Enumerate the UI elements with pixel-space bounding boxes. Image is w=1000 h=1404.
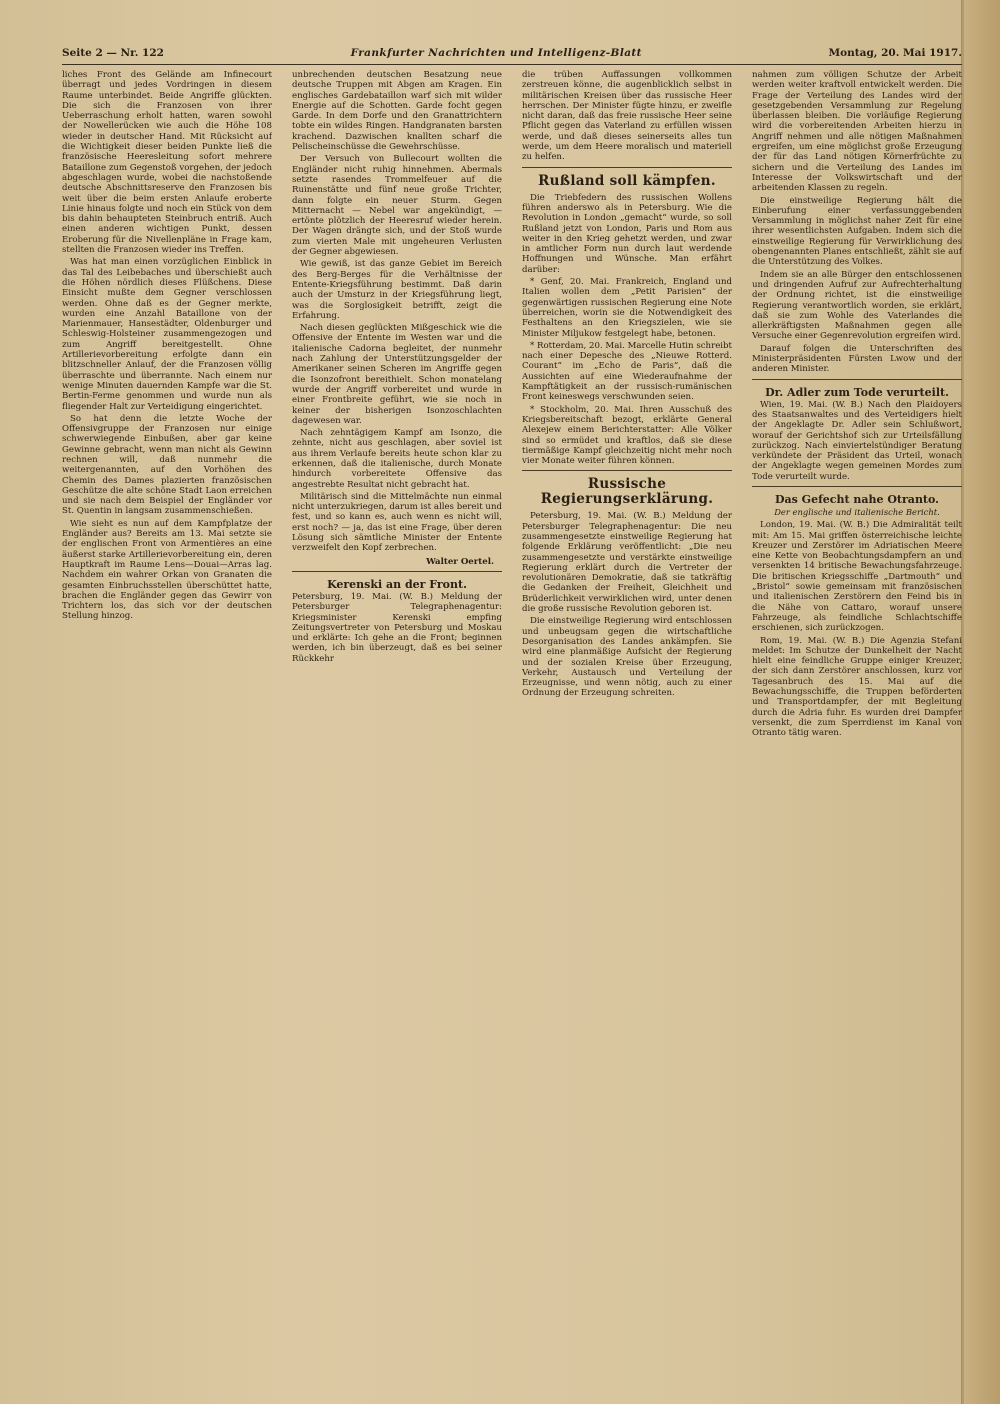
article-paragraph: Die einstweilige Regierung hält die Einberufung einer verfassunggebenden Versammlung in möglichst naher Zeit für eine ihrer wesentlichsten Aufgaben. Indem sich die einstweilige Regierung für Verwirklichung des obengenannten Planes entschließt, zählt sie auf die Unterstützung des Volkes. (752, 195, 962, 268)
page-fold (962, 0, 964, 1404)
article-paragraph: Was hat man einen vorzüglichen Einblick in das Tal des Leibebaches und überschießt auch die Höhen nördlich dieses Flüßchens. Diese Einsicht mußte dem Gegner verschlossen werden. Ohne daß es der Gegner merkte, wurden eine Anzahl Bataillone von der Marienmauer, Hansestädter, Oldenburger und Schleswig-Holsteiner zusammengezogen und zum Angriff bereitgestellt. Ohne Artillerievorbereitung erfolgte dann ein blitzschneller Anlauf, der die Franzosen völlig überraschte und überrannte. Nach einem nur wenige Minuten dauernden Kampfe war die St. Bertin-Ferme genommen und wurde nun als fliegender Halt zur Verteidigung eingerichtet. (62, 257, 272, 412)
article-paragraph: Nach zehntägigem Kampf am Isonzo, die zehnte, nicht aus geschlagen, aber soviel ist aus ihrem Verlaufe bereits heute schon klar zu erkennen, daß die italienische, durch Monate hindurch vorbereitete Offensive das angestrebte Resultat nicht gebracht hat. (292, 428, 502, 490)
article-paragraph: Wie sieht es nun auf dem Kampfplatze der Engländer aus? Bereits am 13. Mai setzte sie der englischen Front von Armentières an eine äußerst starke Artillerievorbereitung ein, deren Hauptkraft im Raume Lens—Douai—Arras lag. Nachdem ein wahrer Orkan von Granaten die gesamten Einbruchsstellen überschüttet hatte, brachen die Engländer gegen das Gewirr von Trichtern los, das sich vor der deutschen Stellung hinzog. (62, 518, 272, 622)
article-paragraph: * Genf, 20. Mai. Frankreich, England und Italien wollen dem „Petit Parisien“ der gegenwärtigen russischen Regierung eine Note überreichen, worin sie die Notwendigkeit des Festhaltens an den Kriegszielen, wie sie Minister Miljukow festgelegt habe, betonen. (522, 277, 732, 339)
article-paragraph: Darauf folgen die Unterschriften des Ministerpräsidenten Fürsten Lwow und der anderen Minister. (752, 343, 962, 375)
article-paragraph: Wie gewiß, ist das ganze Gebiet im Bereich des Berg-Berges für die Verhältnisse der Entente-Kriegsführung bestimmt. Daß darin auch der Umsturz in der Kriegsführung liegt, was die Sorglosigkeit betrifft, zeigt die Erfahrung. (292, 259, 502, 321)
column-2 (292, 70, 502, 1390)
article-paragraph: Die einstweilige Regierung wird entschlossen und unbeugsam gegen die wirtschaftliche Desorganisation des Landes ankämpfen. Sie wird eine planmäßige Aufsicht der Regierung und der sozialen Kreise über Erzeugung, Verkehr, Austausch und Verteilung der Erzeugnisse, und wenn nötig, auch zu einer Ordnung der Erzeugung schreiten. (522, 616, 732, 699)
article-paragraph: die trüben Auffassungen vollkommen zerstreuen könne, die augenblicklich selbst in militärischen Kreisen über das russische Heer herrschen. Der Minister fügte hinzu, er zweifle nicht daran, daß das freie russische Heer seine Pflicht gegen das Vaterland zu erfüllen wissen werde, und daß dieses seinerseits alles tun werde, um dem Heere moralisch und materiell zu helfen. (522, 70, 732, 163)
article-paragraph: liches Front des Gelände am Infinecourt überragt und jedes Vordringen in diesem Raume unterbindet. Beide Angriffe glückten. Die sich die Franzosen von ihrer Ueberraschung erholt hatten, waren sowohl der Nowellerücken wie auch die Höhe 108 wieder in deutscher Hand. Mit Rücksicht auf die Wichtigkeit dieser beiden Punkte ließ die französische Heeresleitung sofort mehrere Bataillone zum Gegenstoß vorgehen, der jedoch abgeschlagen wurde, wobei die nachstoßende deutsche Abschnittsreserve den Franzosen bis weit über die beim ersten Anlaufe eroberte Linie hinaus folgte und noch ein Stück von dem bis dahin behaupteten Steinbruch entriß. Auch einen anderen wichtigen Punkt, dessen Eroberung für die Nivellenpläne in Frage kam, stellten die Franzosen wieder ins Treffen. (62, 70, 272, 256)
article-paragraph: Petersburg, 19. Mai. (W. B.) Meldung der Petersburger Telegraphenagentur: Kriegsminister Kerenski empfing Zeitungsvertreter von Petersburg und Moskau und erklärte: Ich gehe an die Front; beginnen werden, ich bin überzeugt, daß es bei seiner Rückkehr (292, 591, 502, 664)
section-divider (522, 470, 732, 471)
article-paragraph: unbrechenden deutschen Besatzung neue deutsche Truppen mit Abgen am Kragen. Ein englisches Gardebataillon warf sich mit wilder Energie auf die Schotten. Garde focht gegen Garde. In dem Dorfe und den Granattrichtern tobte ein wildes Ringen. Handgranaten barsten krachend. Dazwischen knallten scharf die Pelischeinschüsse die Gewehrschüsse. (292, 70, 502, 153)
article-paragraph: Petersburg, 19. Mai. (W. B.) Meldung der Petersburger Telegraphenagentur: Die neu zusammengesetzte einstweilige Regierung hat folgende Erklärung veröffentlicht: „Die neu zusammengesetzte und verstärkte einstweilige Regierung erklärt durch die Vertreter der revolutionären Demokratie, daß sie tatkräftig die Gedanken der Freiheit, Gleichheit und Brüderlichkeit verwirklichen wird, unter denen die große russische Revolution geboren ist. (522, 511, 732, 615)
article-paragraph: Rom, 19. Mai. (W. B.) Die Agenzia Stefani meldet: Im Schutze der Dunkelheit der Nacht hielt eine feindliche Gruppe einiger Kreuzer, der sich dann Zerstörer anschlossen, kurz vor Tagesanbruch des 15. Mai auf die Bewachungsschiffe, die Truppen beförderten und Transportdampfer, der mit Begleitung durch die Adria fuhr. Es wurden drei Dampfer versenkt, die zum Sperrdienst im Kanal von Otranto tätig waren. (752, 635, 962, 739)
author-byline: Walter Oertel. (426, 556, 494, 567)
section-divider (752, 486, 962, 487)
article-paragraph: Der Versuch von Bullecourt wollten die Engländer nicht ruhig hinnehmen. Abermals setzte rasendes Trommelfeuer auf die Ruinenstätte und fünf neue große Trichter, dann folgte ein neuer Sturm. Gegen Mitternacht — Nebel war angekündigt, — ertönte plötzlich der Heeresruf wieder herein. Der Wagen drängte sich, und der Stoß wurde zum vierten Male mit ungeheuren Verlusten der Gegner abgewiesen. (292, 154, 502, 258)
column-4 (752, 70, 962, 1390)
article-paragraph: nahmen zum völligen Schutze der Arbeit werden weiter kraftvoll entwickelt werden. Die Frage der Verteilung des Landes wird der gesetzgebenden Versammlung zur Regelung überlassen bleiben. Die vorläufige Regierung wird die vorbereitenden Arbeiten hierzu in Angriff nehmen und alle nötigen Maßnahmen ergreifen, um eine möglichst große Erzeugung der für das Land nötigen Körnerfrüchte zu sichern und die Verteilung des Landes im Interesse der Volkswirtschaft und der arbeitenden Klassen zu regeln. (752, 70, 962, 194)
headline-regierungserklaerung: Russische Regierungserklärung. (540, 476, 714, 508)
newspaper-title: Frankfurter Nachrichten und Intelligenz-Blatt (350, 47, 642, 59)
subheadline-otranto: Der englische und italienische Bericht. (774, 506, 940, 517)
column-1 (62, 70, 272, 1390)
article-paragraph: London, 19. Mai. (W. B.) Die Admiralität teilt mit: Am 15. Mai griffen österreichische leichte Kreuzer und Zerstörer im Adriatischen Meere eine Kette von Beobachtungsdampfern an und versenkten 14 britische Bewachungsfahrzeuge. Die britischen Kriegsschiffe „Dartmouth“ und „Bristol“ sowie gemeinsam mit französischen und italienischen Zerstörern den Feind bis in die Nähe von Cattaro, worauf unsere Fahrzeuge, als feindliche Schlachtschiffe erschienen, sich zurückzogen. (752, 520, 962, 634)
article-paragraph: Wien, 19. Mai. (W. B.) Nach den Plaidoyers des Staatsanwaltes und des Verteidigers hielt der Angeklagte Dr. Adler sein Schlußwort, worauf der Gerichtshof sich zur Urteilsfällung zurückzog. Nach einviertelstündiger Beratung verkündete der Präsident das Urteil, wonach der Angeklagte wegen gemeinen Mordes zum Tode verurteilt wurde. (752, 399, 962, 482)
headline-russland: Rußland soll kämpfen. (538, 172, 716, 189)
article-paragraph: Militärisch sind die Mittelmächte nun einmal nicht unterzukriegen, darum ist alles bereit und fest, und so kann es, auch wenn es nicht will, erst noch? — ja, das ist eine Frage, über deren Lösung sich sämtliche Minister der Entente verzweifelt den Kopf zerbrechen. (292, 491, 502, 554)
section-divider (292, 571, 502, 572)
page-number: Seite 2 — Nr. 122 (62, 47, 164, 59)
headline-otranto: Das Gefecht nahe Otranto. (774, 492, 939, 506)
article-columns (62, 70, 962, 1390)
article-paragraph: Nach diesen geglückten Mißgeschick wie die Offensive der Entente im Westen war und die italienische Cadorna begleitet, der nunmehr nach Zahlung der Unterstützungsgelder der Amerikaner seinen Scheren im Angriffe gegen die Isonzofront bereithielt. Schon monatelang wurde der Angriff vorbereitet und wurde in einer Frontbreite geführt, wie sie noch in keiner der bisherigen Isonzoschlachten dagewesen war. (292, 323, 502, 426)
section-divider (752, 379, 962, 380)
masthead-rule (62, 64, 962, 65)
article-paragraph: * Stockholm, 20. Mai. Ihren Ausschuß des Kriegsbereitschaft bezogt, erklärte General Alexejew einem Berichterstatter: Alle Völker sind so ermüdet und kraftlos, daß sie diese tiermäßige Kampf gleichzeitig nicht mehr noch vier Monate weiter führen können. (522, 404, 732, 467)
masthead (62, 44, 962, 62)
article-paragraph: Indem sie an alle Bürger den entschlossenen und dringenden Aufruf zur Aufrechterhaltung der Ordnung richtet, ist die einstweilige Regierung verantwortlich worden, sie erklärt, daß sie zum Wohle des Vaterlandes die allerkräftigsten Maßnahmen gegen alle Versuche einer Gegenrevolution ergreifen wird. (752, 269, 962, 342)
article-paragraph: Die Triebfedern des russischen Wollens führen anderswo als in Petersburg. Wie die Revolution in London „gemacht“ wurde, so soll Rußland jetzt von London, Paris und Rom aus weiter in den Krieg gehetzt werden, und zwar in amtlicher Form nun durch laut werdende Hoffnungen und Wünsche. Man erfährt darüber: (522, 192, 732, 275)
headline-adler: Dr. Adler zum Tode verurteilt. (765, 385, 949, 399)
column-3 (522, 70, 732, 1390)
article-paragraph: So hat denn die letzte Woche der Offensivgruppe der Franzosen nur einige schwerwiegende Einbußen, aber gar keine Gewinne gebracht, wenn man nicht als Gewinn rechnen will, daß nunmehr die weitergenannten, auf den Vorhöhen des Chemin des Dames plazierten französischen Geschütze die alte schöne Stadt Laon erreichen und sie nach dem Beispiel der Engländer vor St. Quentin in langsam zusammenschießen. (62, 413, 272, 517)
page-edge (961, 0, 1000, 1404)
headline-kerenski: Kerenski an der Front. (327, 577, 467, 591)
issue-date: Montag, 20. Mai 1917. (828, 47, 962, 59)
article-paragraph: * Rotterdam, 20. Mai. Marcelle Hutin schreibt nach einer Depesche des „Nieuwe Rotterd. Courant“ im „Echo de Paris“, daß die Aussichten auf eine Wiederaufnahme der Kampftätigkeit an der russisch-rumänischen Front keineswegs verschwunden seien. (522, 340, 732, 403)
section-divider (522, 167, 732, 168)
